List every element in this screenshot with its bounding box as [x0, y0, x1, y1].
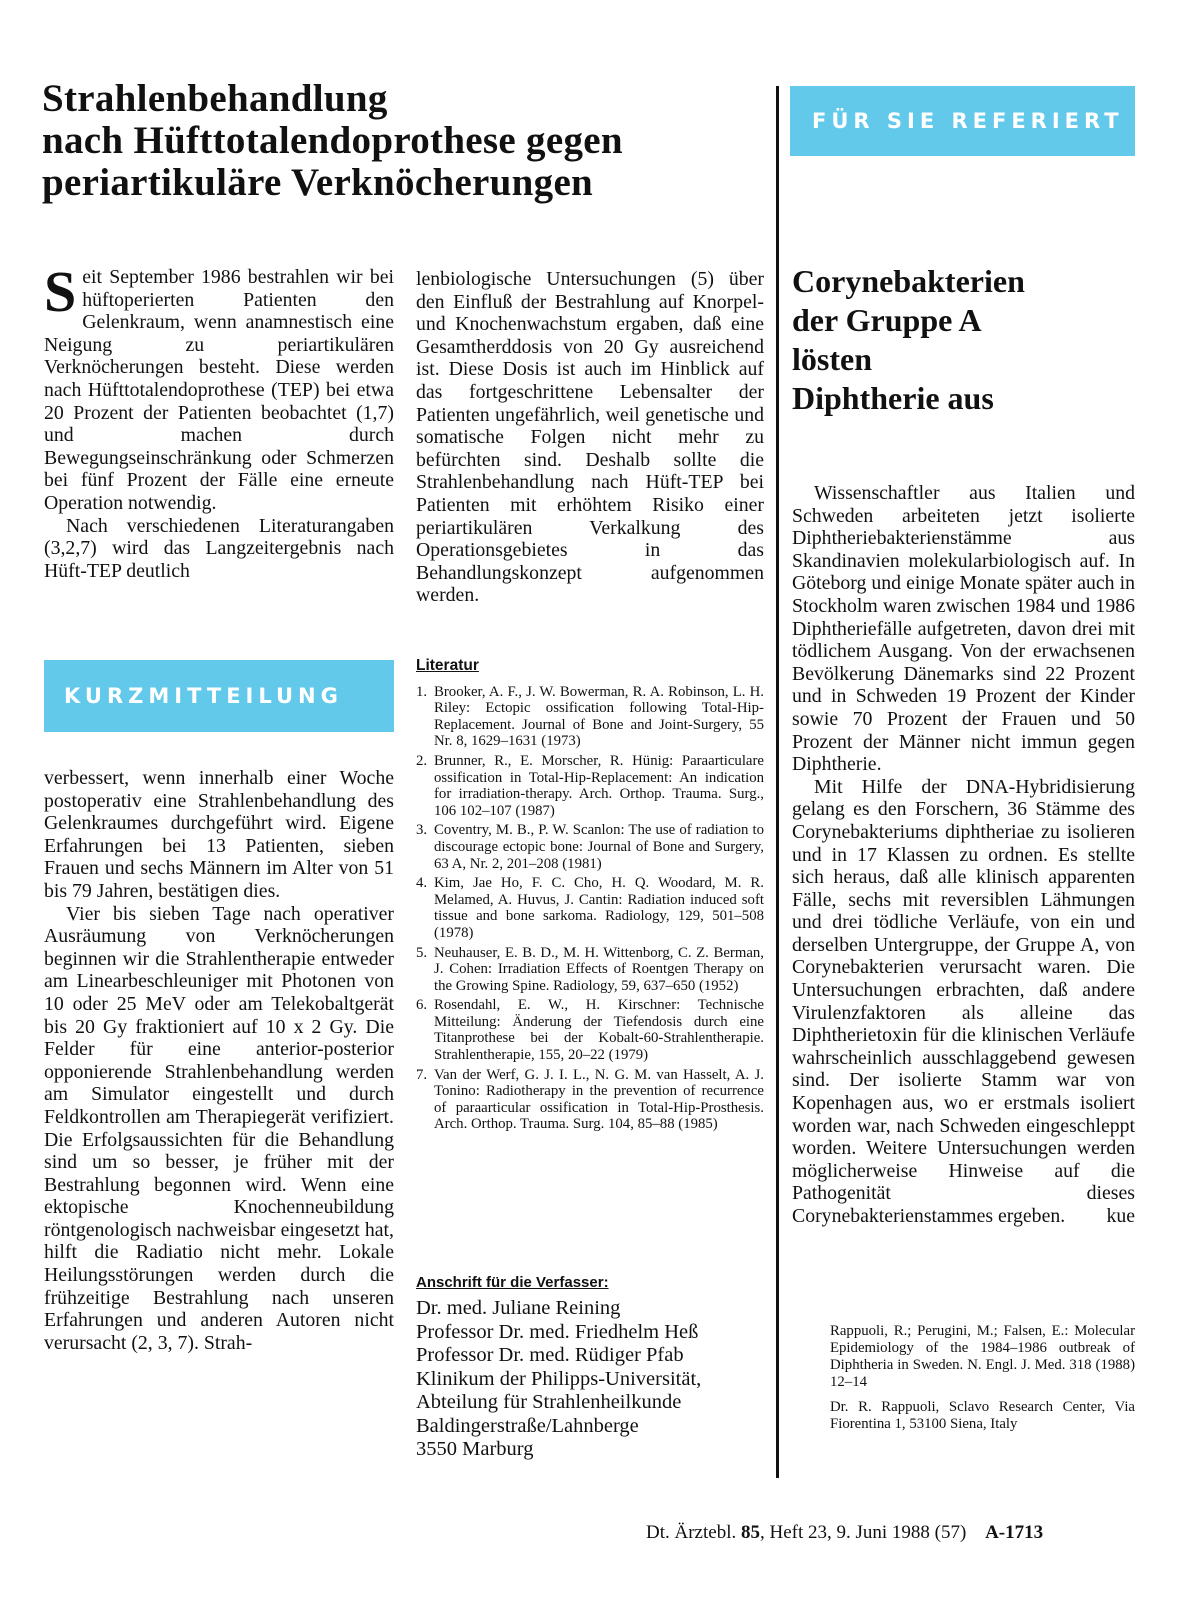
literature-heading: Literatur: [416, 657, 479, 674]
journal-name: Dt. Ärztebl.: [646, 1522, 737, 1543]
reference-item: 3. Coventry, M. B., P. W. Scanlon: The use of radiation to discourage ectopic bone: Journal of Bone and Surgery, 63 A, Nr. 2, 201–208 (1981): [416, 822, 764, 872]
address-line: Professor Dr. med. Rüdiger Pfab: [416, 1344, 684, 1366]
drop-cap: S: [44, 259, 77, 324]
paragraph: Mit Hilfe der DNA-Hybridisierung gelang es den Forschern, 36 Stämme des Corynebakteriums diphtheriae zu isolieren und in 17 Klassen zu ordnen. Es stellte sich heraus, daß alle klinisch apparenten Fälle, sechs mit reversiblen Lähmungen und drei tödliche Verläufe, von ein und derselben Untergruppe, der Gruppe A, von Corynebakterien verursacht waren. Die Untersuchungen erbrachten, daß andere Virulenzfaktoren als alleine das Diphtherietoxin für die klinischen Verläufe wahrscheinlich ausschlaggebend gewesen sind. Der isolierte Stamm war von Kopenhagen aus, wo er erstmals isoliert worden war, nach Schweden eingeschleppt worden. Weitere Untersuchungen werden möglicherweise Hinweise auf die Pathogenität dieses Corynebakterienstammes ergeben. kue: [792, 775, 1135, 1227]
reference: Rappuoli, R.; Perugini, M.; Falsen, E.: Molecular Epidemiology of the 1984–1986 outbreak of Diphtheria in Sweden. N. Engl. J. Med. 318 (1988) 12–14: [830, 1323, 1135, 1390]
article2-heading: Corynebakterien der Gruppe A lösten Diphtherie aus: [792, 263, 1025, 416]
paragraph: Vier bis sieben Tage nach operativer Ausräumung von Verknöcherungen beginnen wir die Strahlentherapie entweder am Linearbeschleuniger mit Photonen von 10 oder 25 MeV oder am Telekobaltgerät bis 20 Gy fraktioniert auf 10 x 2 Gy. Die Felder für eine anterior-posterior opponierende Strahlenbehandlung werden am Simulator eingestellt und durch Feldkontrollen am Therapiegerät verifiziert. Die Erfolgsaussichten für die Behandlung sind um so besser, je früher mit der Bestrahlung begonnen wird. Wenn eine ektopische Knochenneubildung röntgenologisch nachweisbar eingesetzt hat, hilft die Radiatio nicht mehr. Lokale Heilungsstörungen werden durch die frühzeitige Bestrahlung nach unseren Erfahrungen und anderen Autoren nicht verursacht (2, 3, 7). Strah-: [44, 902, 394, 1354]
reference-item: 1. Brooker, A. F., J. W. Bowerman, R. A. Robinson, L. H. Riley: Ectopic ossification following Total-Hip-Replacement. Journal of Bone and Joint-Surgery, 55 Nr. 8, 1629–1631 (1973): [416, 683, 764, 750]
section-banner-fuer-sie-referiert: FÜR SIE REFERIERT: [790, 86, 1135, 156]
section-banner-kurzmitteilung: KURZMITTEILUNG: [44, 660, 394, 732]
journal-volume: 85: [740, 1522, 760, 1543]
address-line: Abteilung für Strahlenheilkunde: [416, 1391, 682, 1413]
reference-item: 2. Brunner, R., E. Morscher, R. Hünig: Paraarticulare ossification in Total-Hip-Replacement: An indication for irradiation-therapy. Arch. Orthop. Trauma. Surg., 106 102–107 (1987): [416, 752, 764, 819]
paragraph: eit September 1986 bestrahlen wir bei hüftoperierten Patienten den Gelenkraum, wenn anamnestisch eine Neigung zu periartikulären Verknöcherungen besteht. Diese werden nach Hüfttotalendoprothese (TEP) bei etwa 20 Prozent der Patienten beobachtet (1,7) und machen durch Bewegungseinschränkung oder Schmerzen bei fünf Prozent der Fälle eine erneute Operation notwendig.: [44, 266, 394, 514]
literature-list: [416, 658, 764, 1136]
journal-issue: , Heft 23, 9. Juni 1988 (57): [759, 1522, 967, 1543]
reference-address: Dr. R. Rappuoli, Sclavo Research Center, Via Fiorentina 1, 53100 Siena, Italy: [830, 1399, 1135, 1432]
address-line: Professor Dr. med. Friedhelm Heß: [416, 1320, 699, 1343]
article2-body: [792, 482, 1135, 1228]
paragraph: lenbiologische Untersuchungen (5) über den Einfluß der Bestrahlung auf Knorpel- und Knochenwachstum ergaben, daß eine Gesamtherddosis von 20 Gy ausreichend ist. Diese Dosis ist auch im Hinblick auf das fortgeschrittene Lebensalter der Patienten ungefährlich, weil genetische und somatische Folgen nicht mehr zu befürchten sind. Deshalb sollte die Strahlenbehandlung nach Hüft-TEP bei Patienten mit erhöhtem Risiko einer periartikulären Verkalkung des Operationsgebietes in das Behandlungskonzept aufgenommen werden.: [416, 268, 764, 607]
reference-item: 5. Neuhauser, E. B. D., M. H. Wittenborg, C. Z. Berman, J. Cohen: Irradiation Effects of Roentgen Therapy on the Growing Spine. Radiology, 59, 637–650 (1952): [416, 944, 764, 994]
article-title: [42, 78, 762, 204]
address-line: Baldingerstraße/Lahnberge: [416, 1414, 639, 1437]
article-column-2: [416, 268, 764, 607]
reference-item: 7. Van der Werf, G. J. I. L., N. G. M. van Hasselt, A. J. Tonino: Radiotherapy in the prevention of recurrence of paraarticular ossification in Total-Hip-Prosthesis. Arch. Orthop. Trauma. Surg. 104, 85–88 (1985): [416, 1066, 764, 1133]
reference-item: 4. Kim, Jae Ho, F. C. Cho, H. Q. Woodard, M. R. Melamed, A. Huvus, J. Cantin: Radiation induced soft tissue and bone sarkoma. Radiology, 129, 501–508 (1978): [416, 875, 764, 941]
reference-item: 6. Rosendahl, E. W., H. Kirschner: Technische Mitteilung: Änderung der Tiefendosis durch eine Titanprothese bei der Kobalt-60-Strahlentherapie. Strahlentherapie, 155, 20–22 (1979): [416, 997, 764, 1064]
author-signature: kue: [1106, 1205, 1135, 1227]
article-column-1-bottom: [44, 767, 394, 1354]
page-footer: [646, 1522, 1140, 1544]
address-line: Klinikum der Philipps-Universität,: [416, 1367, 702, 1390]
article2-references: [830, 1323, 1135, 1441]
paragraph: Wissenschaftler aus Italien und Schweden arbeiteten jetzt isolierte Diphtheriebakterienstämme aus Skandinavien molekularbiologisch auf. In Göteborg und einige Monate später auch in Stockholm waren zwischen 1984 und 1986 Diphtheriefälle aufgetreten, davon drei mit tödlichem Ausgang. Von der erwachsenen Bevölkerung Dänemarks sind 22 Prozent und in Schweden 19 Prozent der Kinder sowie 70 Prozent der Frauen und 50 Prozent der Männer nicht immun gegen Diphtherie.: [792, 482, 1135, 776]
address-line: Dr. med. Juliane Reining: [416, 1297, 621, 1319]
author-address: [416, 1274, 764, 1462]
article-column-1-top: [44, 259, 394, 582]
paragraph: verbessert, wenn innerhalb einer Woche postoperativ eine Strahlenbehandlung des Gelenkraumes durchgeführt wird. Eigene Erfahrungen bei 13 Patienten, sieben Frauen und sechs Männern im Alter von 51 bis 79 Jahren, bestätigen dies.: [44, 767, 394, 902]
address-line: 3550 Marburg: [416, 1438, 534, 1460]
column-divider: [776, 86, 779, 1478]
title-line: periartikuläre Verknöcherungen: [42, 161, 594, 204]
page-number: A-1713: [985, 1522, 1044, 1543]
title-line: Strahlenbehandlung: [42, 77, 388, 120]
paragraph: Nach verschiedenen Literaturangaben (3,2,7) wird das Langzeitergebnis nach Hüft-TEP deutlich: [44, 514, 394, 582]
title-line: nach Hüfttotalendoprothese gegen: [42, 119, 623, 162]
address-heading: Anschrift für die Verfasser:: [416, 1274, 609, 1291]
